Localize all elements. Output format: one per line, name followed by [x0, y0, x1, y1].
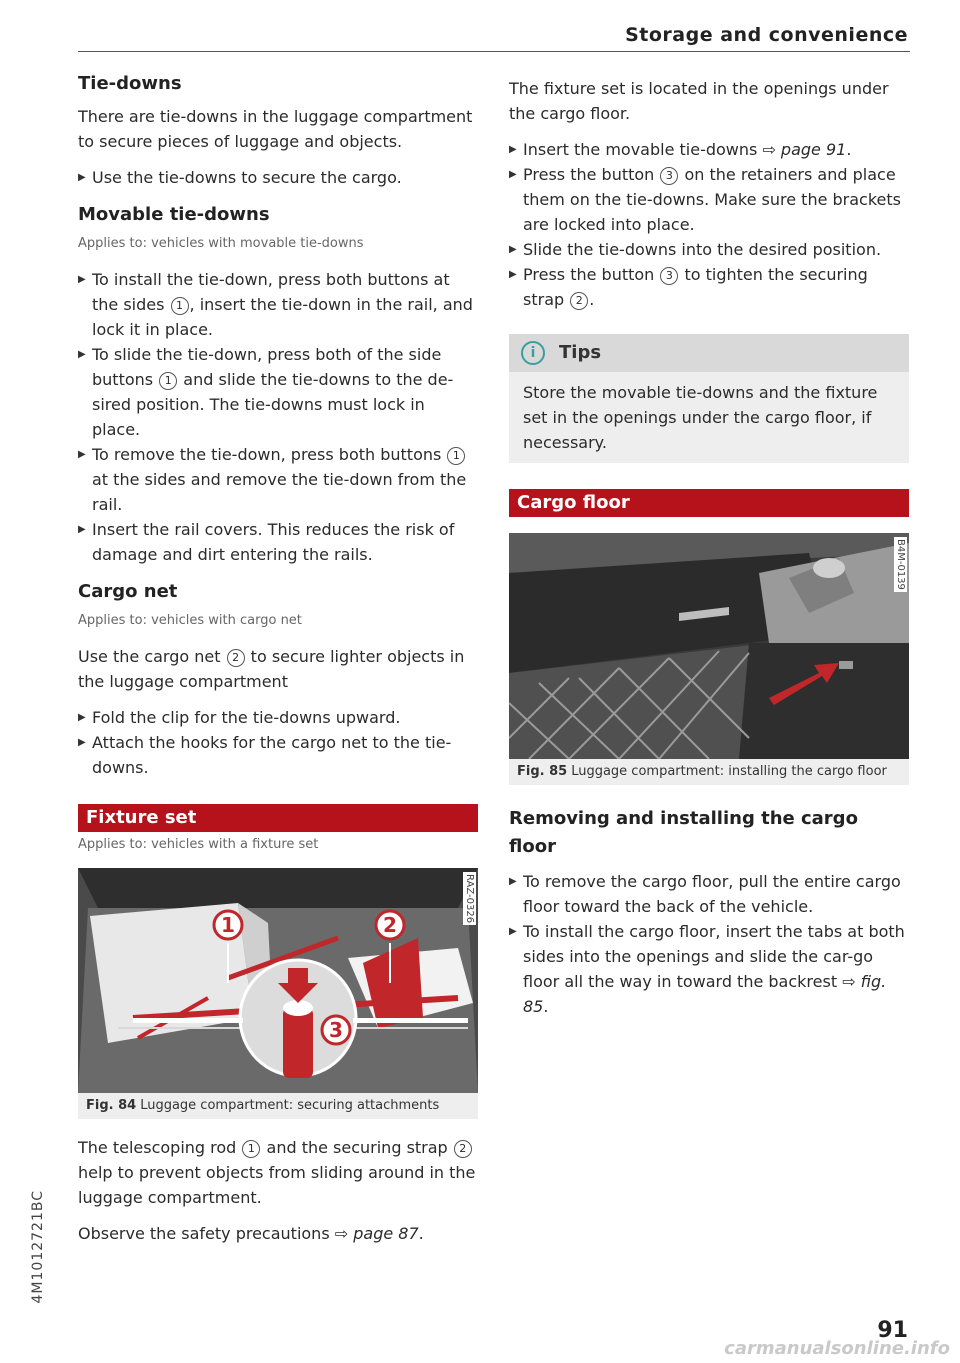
applies-to-note: Applies to: vehicles with movable tie-downs	[78, 236, 364, 251]
tips-body: Store the movable tie-downs and the fixture set in the openings under the cargo floor, if necessary.	[523, 383, 878, 452]
step: ▶ Press the button 3 on the retainers and place them on the tie-downs. Make sure the brackets are locked into place.	[509, 162, 909, 237]
movable-steps	[78, 267, 478, 567]
cargo-floor-illustration	[509, 533, 909, 759]
fig84-callout-1: 1	[221, 913, 235, 937]
figure-84-image	[78, 868, 478, 1093]
applies-to-note: Applies to: vehicles with cargo net	[78, 613, 302, 628]
callout-2-icon: 2	[227, 649, 245, 667]
figure-caption: Fig. 84 Luggage compartment: securing attachments	[86, 1098, 440, 1113]
callout-3-icon: 3	[660, 167, 678, 185]
step: ▶ To slide the tie-down, press both of the side buttons 1 and slide the tie-downs to the de-sired position. The tie-downs must lock in place.	[78, 342, 478, 442]
info-icon: i	[521, 341, 545, 365]
callout-1-icon: 1	[171, 297, 189, 315]
left-column	[78, 70, 478, 1257]
right-column	[509, 76, 909, 1030]
callout-2-icon: 2	[454, 1140, 472, 1158]
page-number: 91	[877, 1318, 908, 1343]
document-code: 4M1012721BC	[30, 1190, 46, 1304]
figure-code: RAZ-0326	[464, 874, 475, 924]
page-91-link[interactable]: ⇨ page 91	[762, 140, 847, 159]
fixture-intro: The fixture set is located in the openings under the cargo floor.	[509, 79, 889, 123]
tie-downs-heading: Tie-downs	[78, 73, 182, 94]
figure-85-image	[509, 533, 909, 759]
cargo-floor-steps	[509, 869, 909, 1019]
step: ▶ To install the cargo floor, insert the tabs at both sides into the openings and slide the car-go floor all the way in toward the backrest ⇨ fig. 85.	[509, 919, 909, 1019]
step: ▶ Insert the movable tie-downs ⇨ page 91.	[509, 137, 909, 162]
cargo-net-text: Use the cargo net 2 to secure lighter objects in the luggage compartment	[78, 647, 465, 691]
callout-1-icon: 1	[242, 1140, 260, 1158]
source-watermark: carmanualsonline.info	[724, 1338, 950, 1359]
callout-1-icon: 1	[447, 447, 465, 465]
callout-3-icon: 3	[660, 267, 678, 285]
movable-tie-downs-heading: Movable tie-downs	[78, 204, 270, 225]
step: ▶ To install the tie-down, press both buttons at the sides 1 , insert the tie-down in the rail, and lock it in place.	[78, 267, 478, 342]
step: ▶ To remove the cargo floor, pull the entire cargo floor toward the back of the vehicle.	[509, 869, 909, 919]
fig84-callout-2: 2	[383, 913, 397, 937]
tie-downs-steps	[78, 165, 478, 190]
step: ▶ Use the tie-downs to secure the cargo.	[78, 165, 478, 190]
figure-85	[509, 533, 909, 785]
header-divider	[78, 51, 910, 52]
page-87-link[interactable]: ⇨ page 87	[334, 1224, 419, 1243]
callout-1-icon: 1	[159, 372, 177, 390]
fig-85-link[interactable]: ⇨ fig. 85	[523, 972, 887, 1016]
applies-to-note: Applies to: vehicles with a fixture set	[78, 837, 319, 852]
cargo-net-steps	[78, 705, 478, 780]
figure-84	[78, 868, 478, 1119]
fixture-steps	[509, 137, 909, 312]
fig84-callout-3: 3	[329, 1018, 343, 1042]
step: ▶ Press the button 3 to tighten the securing strap 2 .	[509, 262, 909, 312]
callout-2-icon: 2	[570, 292, 588, 310]
cargo-floor-heading: Removing and installing the cargo floor	[509, 808, 858, 857]
tie-downs-intro: There are tie-downs in the luggage compartment to secure pieces of luggage and objects.	[78, 107, 473, 151]
tips-box	[509, 334, 909, 463]
step: ▶ To remove the tie-down, press both buttons 1 at the sides and remove the tie-down from the rail.	[78, 442, 478, 517]
step: ▶ Slide the tie-downs into the desired position.	[509, 237, 909, 262]
tips-header: i Tips	[509, 334, 909, 372]
fixture-text: The telescoping rod 1 and the securing strap 2 help to prevent objects from sliding around in the luggage compartment.	[78, 1138, 476, 1207]
figure-code: B4M-0139	[895, 539, 906, 590]
figure-caption: Fig. 85 Luggage compartment: installing the cargo floor	[517, 764, 887, 779]
luggage-fixture-illustration	[78, 868, 478, 1093]
running-header: Storage and convenience	[625, 24, 908, 46]
cargo-net-heading: Cargo net	[78, 581, 178, 602]
step: ▶ Fold the clip for the tie-downs upward.	[78, 705, 478, 730]
fixture-set-banner: Fixture set	[78, 804, 478, 832]
step: ▶ Insert the rail covers. This reduces the risk of damage and dirt entering the rails.	[78, 517, 478, 567]
step: ▶ Attach the hooks for the cargo net to the tie-downs.	[78, 730, 478, 780]
safety-text: Observe the safety precautions ⇨ page 87.	[78, 1224, 424, 1243]
cargo-floor-banner: Cargo floor	[509, 489, 909, 517]
